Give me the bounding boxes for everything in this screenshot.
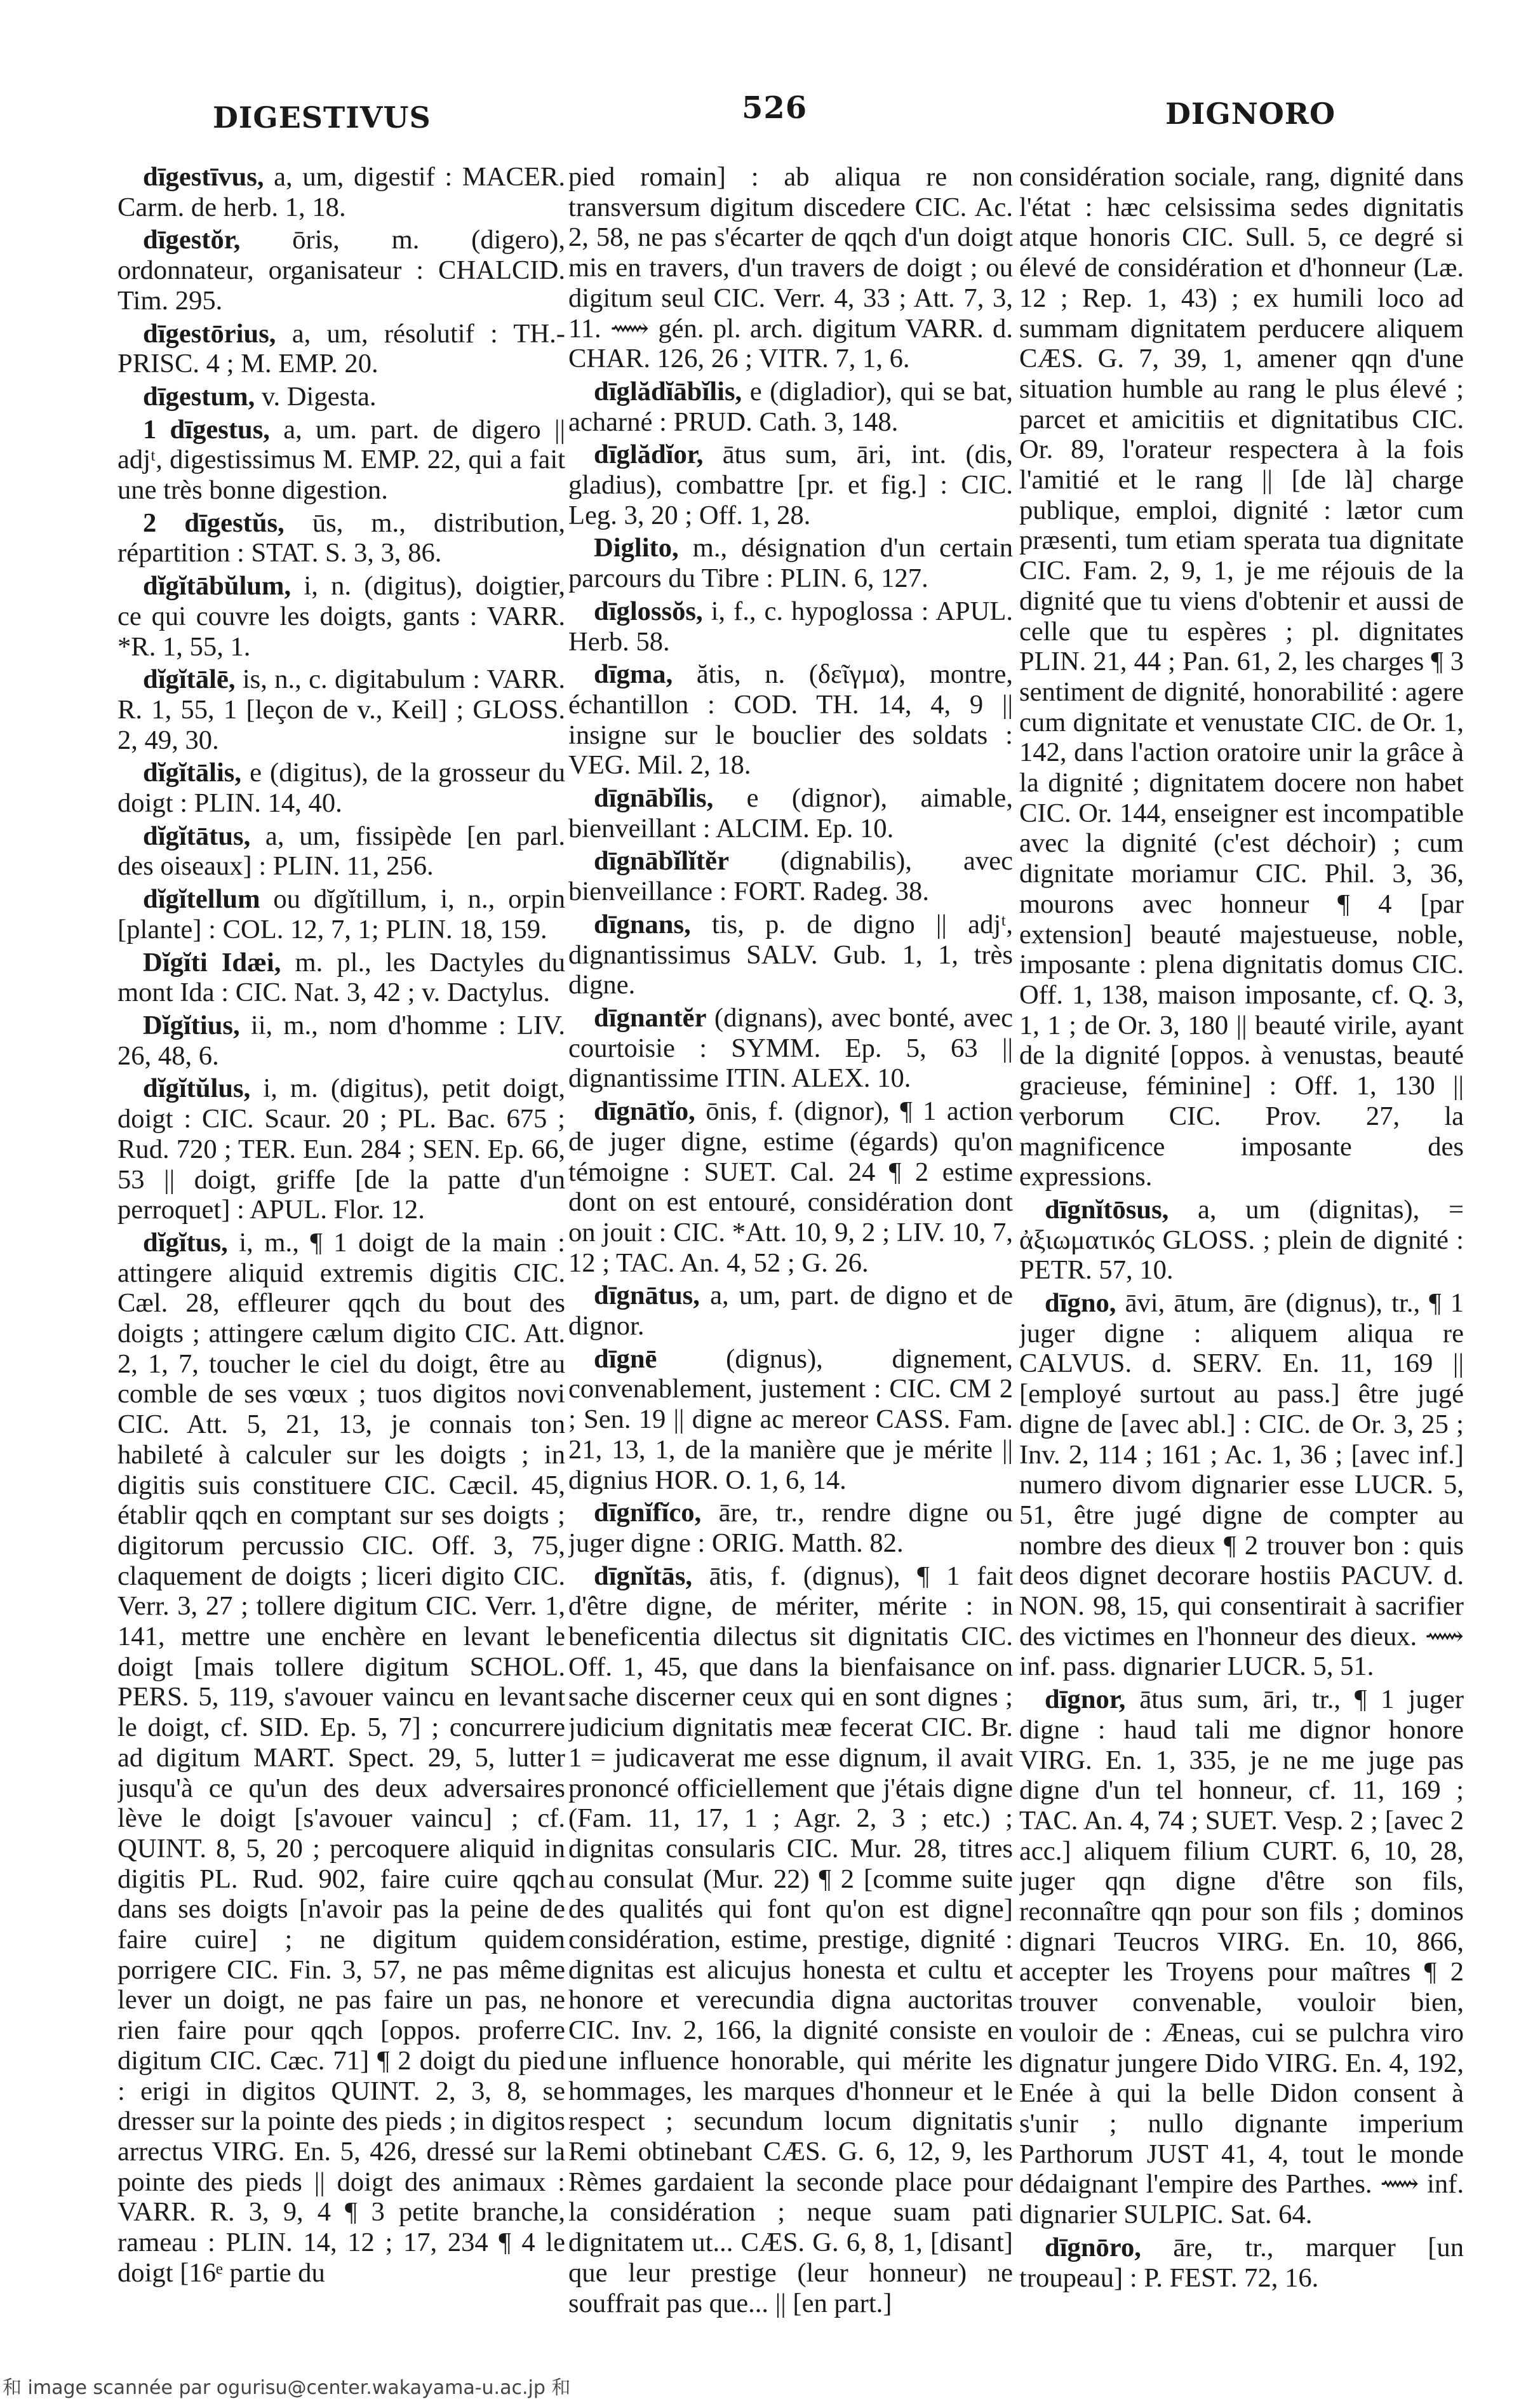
dictionary-entry [1019, 1684, 1464, 2230]
entry-definition: ōris, m. (digero), ordonnateur, organisateur : CHALCID. Tim. 295. [117, 225, 565, 316]
headword: dĭgĭtŭlus, [143, 1073, 251, 1104]
entry-definition: a, um, digestif : MACER. Carm. de herb. 1, 18. [117, 162, 565, 222]
headword: dīgnātĭo, [594, 1096, 695, 1127]
headword: dīgestīvus, [143, 162, 264, 192]
headword: dĭgĭtellum [143, 884, 260, 915]
running-head-right: DIGNORO [1165, 97, 1336, 131]
dictionary-entry [568, 377, 1013, 437]
headword: dīglossŏs, [594, 596, 703, 626]
entry-definition: i, m. (digitus), petit doigt, doigt : CIC. Scaur. 20 ; PL. Bac. 675 ; Rud. 720 ; TER. Eun. 284 ; SEN. Ep. 66, 53 || doigt, griffe [de la patte d'un perroquet] : APUL. Flor. 12. [117, 1073, 565, 1225]
dictionary-column-3 [1019, 162, 1464, 2347]
entry-definition: v. Digesta. [255, 381, 377, 412]
entry-definition: a, um, fissipède [en parl. des oiseaux] : PLIN. 11, 256. [117, 821, 565, 882]
dictionary-entry [117, 821, 565, 882]
entry-definition: a, um. part. de digero || adjᵗ, digestissimus M. EMP. 22, qui a fait une très bonne digestion. [117, 414, 565, 506]
entry-definition: ātus sum, āri, tr., ¶ 1 juger digne : haud tali me dignor honore VIRG. En. 1, 335, je ne me juge pas digne d'un tel honneur, cf. 11, 169 ; TAC. An. 4, 74 ; SUET. Vesp. 2 ; [avec 2 acc.] aliquem filium CURT. 6, 10, 28, juger qqn digne d'être son fils, reconnaître qqn pour son fils ; dominos dignari Teucros VIRG. En. 10, 866, accepter les Troyens pour maîtres ¶ 2 trouver convenable, vouloir bien, vouloir de : Æneas, cui se pulchra viro dignatur jungere Dido VIRG. En. 4, 192, Enée à qui la belle Didon consent à s'unir ; nullo dignante imperium Parthorum JUST 41, 4, tout le monde dédaignant l'empire des Parthes. ⟿ inf. dignarier SULPIC. Sat. 64. [1019, 1684, 1464, 2230]
dictionary-entry [1019, 2233, 1464, 2293]
entry-definition: a, um, résolutif : TH.-PRISC. 4 ; M. EMP. 20. [117, 318, 565, 379]
entry-continuation [1019, 162, 1464, 1192]
headword: dīgnans, [594, 909, 691, 939]
dictionary-entry [568, 1561, 1013, 2319]
dictionary-column-1 [117, 162, 565, 2347]
dictionary-entry [1019, 1288, 1464, 1682]
dictionary-entry [117, 758, 565, 818]
entry-definition: (dignus), dignement, convenablement, justement : CIC. CM 2 ; Sen. 19 || digne ac mereor CASS. Fam. 21, 13, 1, de la manière que je mérite || dignius HOR. O. 1, 6, 14. [568, 1343, 1013, 1495]
headword: dĭgĭtātus, [143, 821, 251, 851]
entry-definition: i, f., c. hypoglossa : APUL. Herb. 58. [568, 596, 1013, 657]
dictionary-entry [568, 783, 1013, 843]
entry-definition: ātis, f. (dignus), ¶ 1 fait d'être digne, de mériter, mérite : in beneficentia dilectus sit dignitatis CIC. Off. 1, 45, que dans la bienfaisance on sache discerner ceux qui en sont dignes ; judicium dignitatis meæ fecerat CIC. Br. 1 = judicaverat me esse dignum, il avait prononcé officiellement que j'étais digne (Fam. 11, 17, 1 ; Agr. 2, 3 ; etc.) ; dignitas consularis CIC. Mur. 28, titres au consulat (Mur. 22) ¶ 2 [comme suite des qualités qui font qu'on est digne] considération, estime, prestige, dignité : dignitas est alicujus honesta et cultu et honore et verecundia digna auctoritas CIC. Inv. 2, 166, la dignité consiste en une influence honorable, qui mérite les hommages, les marques d'honneur et le respect ; secundum locum dignitatis Remi obtinebant CÆS. G. 6, 12, 9, les Rèmes gardaient la seconde place pour la considération ; neque suam pati dignitatem ut... CÆS. G. 6, 8, 1, [disant] que leur prestige (leur honneur) ne souffrait pas que... || [en part.] [568, 1561, 1013, 2318]
dictionary-entry [117, 508, 565, 568]
dictionary-entry [117, 571, 565, 662]
dictionary-entry [117, 1011, 565, 1071]
dictionary-entry [117, 319, 565, 379]
entry-definition: ătis, n. (δεῖγμα), montre, échantillon : COD. TH. 14, 4, 9 || insigne sur le bouclier des soldats : VEG. Mil. 2, 18. [568, 659, 1013, 781]
dictionary-entry [568, 1344, 1013, 1496]
entry-definition: ātus sum, āri, int. (dis, gladius), combattre [pr. et fig.] : CIC. Leg. 3, 20 ; Off. 1, 28. [568, 440, 1013, 530]
entry-definition: e (digladior), qui se bat, acharné : PRUD. Cath. 3, 148. [568, 376, 1013, 437]
headword: dīgestōrius, [143, 318, 276, 349]
dictionary-entry [568, 846, 1013, 906]
entry-definition: e (dignor), aimable, bienveillant : ALCIM. Ep. 10. [568, 783, 1013, 843]
dictionary-entry [568, 440, 1013, 530]
entry-definition: m. pl., les Dactyles du mont Ida : CIC. Nat. 3, 42 ; v. Dactylus. [117, 947, 565, 1008]
dictionary-entry [117, 884, 565, 944]
headword: dīgestŏr, [143, 225, 241, 255]
headword: dĭgĭtus, [143, 1227, 228, 1258]
entry-definition: ou dĭgĭtillum, i, n., orpin [plante] : COL. 12, 7, 1; PLIN. 18, 159. [117, 884, 565, 944]
headword: dīglădĭor, [594, 440, 704, 470]
headword: dīgnōro, [1045, 2232, 1141, 2262]
entry-definition: i, m., ¶ 1 doigt de la main : attingere aliquid extremis digitis CIC. Cæl. 28, effleurer qqch du bout des doigts ; attingere cælum digito CIC. Att. 2, 1, 7, toucher le ciel du doigt, être au comble de ses vœux ; tuos digitos novi CIC. Att. 5, 21, 13, je connais ton habileté à calculer sur les doigts ; in digitis suis constituere CIC. Cæcil. 45, établir qqch en comptant sur ses doigts ; digitorum percussio CIC. Off. 3, 75, claquement de doigts ; liceri digito CIC. Verr. 3, 27 ; tollere digitum CIC. Verr. 1, 141, mettre une enchère en levant le doigt [mais tollere digitum SCHOL. PERS. 5, 119, s'avouer vaincu en levant le doigt, cf. SID. Ep. 5, 7] ; concurrere ad digitum MART. Spect. 29, 5, lutter jusqu'à ce qu'un des deux adversaires lève le doigt [s'avouer vaincu] ; cf. QUINT. 8, 5, 20 ; percoquere aliquid in digitis PL. Rud. 902, faire cuire qqch dans ses doigts [n'avoir pas la peine de faire cuire] ; ne digitum quidem porrigere CIC. Fin. 3, 57, ne pas même lever un doigt, ne pas faire un pas, ne rien faire pour qqch [oppos. proferre digitum CIC. Cæc. 71] ¶ 2 doigt du pied : erigi in digitos QUINT. 2, 3, 8, se dresser sur la pointe des pieds ; in digitos arrectus VIRG. En. 5, 426, dressé sur la pointe des pieds || doigt des animaux : VARR. R. 3, 9, 4 ¶ 3 petite branche, rameau : PLIN. 14, 12 ; 17, 234 ¶ 4 le doigt [16ᵉ partie du [117, 1227, 565, 2288]
dictionary-entry [117, 1073, 565, 1225]
headword: dīgestum, [143, 381, 255, 412]
entry-definition: ii, m., nom d'homme : LIV. 26, 48, 6. [117, 1010, 565, 1071]
headword: dīgnābĭlĭtĕr [594, 846, 729, 877]
entry-definition: a, um, part. de digno et de dignor. [568, 1280, 1013, 1341]
entry-definition: tis, p. de digno || adjᵗ, dignantissimus SALV. Gub. 1, 1, très digne. [568, 909, 1013, 1000]
headword: Dĭgĭti Idæi, [143, 947, 281, 978]
entry-definition: ōnis, f. (dignor), ¶ 1 action de juger digne, estime (égards) qu'on témoigne : SUET. Cal. 24 ¶ 2 estime dont on est entouré, considération dont on jouit : CIC. *Att. 10, 9, 2 ; LIV. 10, 7, 12 ; TAC. An. 4, 52 ; G. 26. [568, 1096, 1013, 1278]
page-number: 526 [742, 90, 808, 126]
entry-definition: (dignabilis), avec bienveillance : FORT. Radeg. 38. [568, 846, 1013, 907]
dictionary-entry [117, 225, 565, 316]
dictionary-entry [568, 1096, 1013, 1278]
dictionary-entry [568, 1003, 1013, 1094]
headword: dĭgĭtābŭlum, [143, 571, 291, 602]
headword: Diglito, [594, 533, 679, 563]
dictionary-entry [117, 664, 565, 755]
headword: dīgnĭtōsus, [1045, 1194, 1169, 1225]
entry-definition: āvi, ātum, āre (dignus), tr., ¶ 1 juger digne : aliquem aliqua re CALVUS. d. SERV. En. 11, 169 || [employé surtout au pass.] être jugé digne de [avec abl.] : CIC. de Or. 3, 25 ; Inv. 2, 114 ; 161 ; Ac. 1, 36 ; [avec inf.] numero divom dignarier esse LUCR. 5, 51, être jugé digne de compter au nombre des dieux ¶ 2 trouver bon : quis deos dignet decorare hostiis PACUV. d. NON. 98, 15, qui consentirait à sacrifier des victimes en l'honneur des dieux. ⟿ inf. pass. dignarier LUCR. 5, 51. [1019, 1288, 1464, 1682]
entry-definition: e (digitus), de la grosseur du doigt : PLIN. 14, 40. [117, 758, 565, 819]
headword: dīglădĭābĭlis, [594, 376, 742, 407]
entry-definition: āre, tr., rendre digne ou juger digne : ORIG. Matth. 82. [568, 1498, 1013, 1558]
page-header [0, 88, 1540, 145]
dictionary-entry [117, 382, 565, 412]
scan-credit: 和 image scannée par ogurisu@center.wakayama-u.ac.jp 和 [3, 2377, 571, 2399]
entry-definition: a, um (dignitas), = ἀξιωματικός GLOSS. ; plein de dignité : PETR. 57, 10. [1019, 1194, 1464, 1286]
dictionary-entry [568, 596, 1013, 657]
headword: dīgnantĕr [594, 1002, 707, 1033]
entry-definition: i, n. (digitus), doigtier, ce qui couvre les doigts, gants : VARR. *R. 1, 55, 1. [117, 571, 565, 662]
headword: dīgno, [1045, 1288, 1116, 1319]
dictionary-entry [117, 948, 565, 1008]
dictionary-entry [117, 1228, 565, 2288]
running-head-left: DIGESTIVUS [213, 100, 431, 135]
dictionary-entry [568, 533, 1013, 593]
dictionary-entry [1019, 1195, 1464, 1286]
dictionary-entry [117, 162, 565, 222]
entry-definition: m., désignation d'un certain parcours du Tibre : PLIN. 6, 127. [568, 533, 1013, 594]
entry-definition: considération sociale, rang, dignité dans l'état : hæc celsissima sedes dignitatis atque honoris CIC. Sull. 5, ce degré si élevé de considération et d'honneur (Læ. 12 ; Rep. 1, 43) ; ex humili loco ad summam dignitatem perducere aliquem CÆS. G. 7, 39, 1, amener qqn d'une situation humble au rang le plus élevé ; parcet et amicitiis et dignitatibus CIC. Or. 89, l'orateur respectera à la fois l'amitié et le rang || [de là] charge publique, emploi, dignité : lætor cum præsenti, tum etiam sperata tua dignitate CIC. Fam. 2, 9, 1, je me réjouis de la dignité que tu viens d'obtenir et aussi de celle que tu espères ; pl. dignitates PLIN. 21, 44 ; Pan. 61, 2, les charges ¶ 3 sentiment de dignité, honorabilité : agere cum dignitate et venustate CIC. de Or. 1, 142, dans l'action oratoire unir la grâce à la dignité ; dignitatem docere non habet CIC. Or. 144, enseigner est incompatible avec la dignité (c'est déchoir) ; cum dignitate moriamur CIC. Phil. 3, 36, mourons avec honneur ¶ 4 [par extension] beauté majestueuse, noble, imposante : plena dignitatis domus CIC. Off. 1, 138, maison imposante, cf. Q. 3, 1, 1 ; de Or. 3, 180 || beauté virile, ayant de la dignité [oppos. à venustas, beauté gracieuse, féminine] : Off. 1, 130 || verborum CIC. Prov. 27, la magnificence imposante des expressions. [1019, 162, 1464, 1192]
entry-definition: is, n., c. digitabulum : VARR. R. 1, 55, 1 [leçon de v., Keil] ; GLOSS. 2, 49, 30. [117, 664, 565, 755]
dictionary-entry [117, 415, 565, 506]
headword: dīgma, [594, 659, 673, 690]
headword: dīgnĭfĭco, [594, 1498, 702, 1528]
entry-definition: (dignans), avec bonté, avec courtoisie : SYMM. Ep. 5, 63 || dignantissime ITIN. ALEX. 10. [568, 1002, 1013, 1094]
headword: dīgnābĭlis, [594, 783, 714, 814]
dictionary-column-2 [568, 162, 1013, 2347]
dictionary-entry [568, 910, 1013, 1000]
dictionary-entry [568, 659, 1013, 781]
headword: dĭgĭtālē, [143, 664, 236, 695]
headword: Dĭgĭtius, [143, 1010, 240, 1040]
headword: dīgnĭtās, [594, 1561, 693, 1591]
entry-definition: āre, tr., marquer [un troupeau] : P. FEST. 72, 16. [1019, 2232, 1464, 2293]
entry-definition: ūs, m., distribution, répartition : STAT. S. 3, 3, 86. [117, 507, 565, 568]
entry-definition: pied romain] : ab aliqua re non transversum digitum discedere CIC. Ac. 2, 58, ne pas s'écarter de qqch d'un doigt mis en travers, d'un travers de doigt ; ou digitum seul CIC. Verr. 4, 33 ; Att. 7, 3, 11. ⟿ gén. pl. arch. digitum VARR. d. CHAR. 126, 26 ; VITR. 7, 1, 6. [568, 162, 1013, 374]
headword: 1 dīgestus, [143, 414, 270, 445]
entry-continuation [568, 162, 1013, 374]
headword: 2 dīgestŭs, [143, 507, 285, 538]
headword: dĭgĭtālis, [143, 758, 242, 788]
headword: dīgnor, [1045, 1684, 1126, 1715]
headword: dīgnē [594, 1343, 657, 1374]
dictionary-entry [568, 1280, 1013, 1341]
headword: dīgnātus, [594, 1280, 700, 1311]
dictionary-entry [568, 1498, 1013, 1558]
